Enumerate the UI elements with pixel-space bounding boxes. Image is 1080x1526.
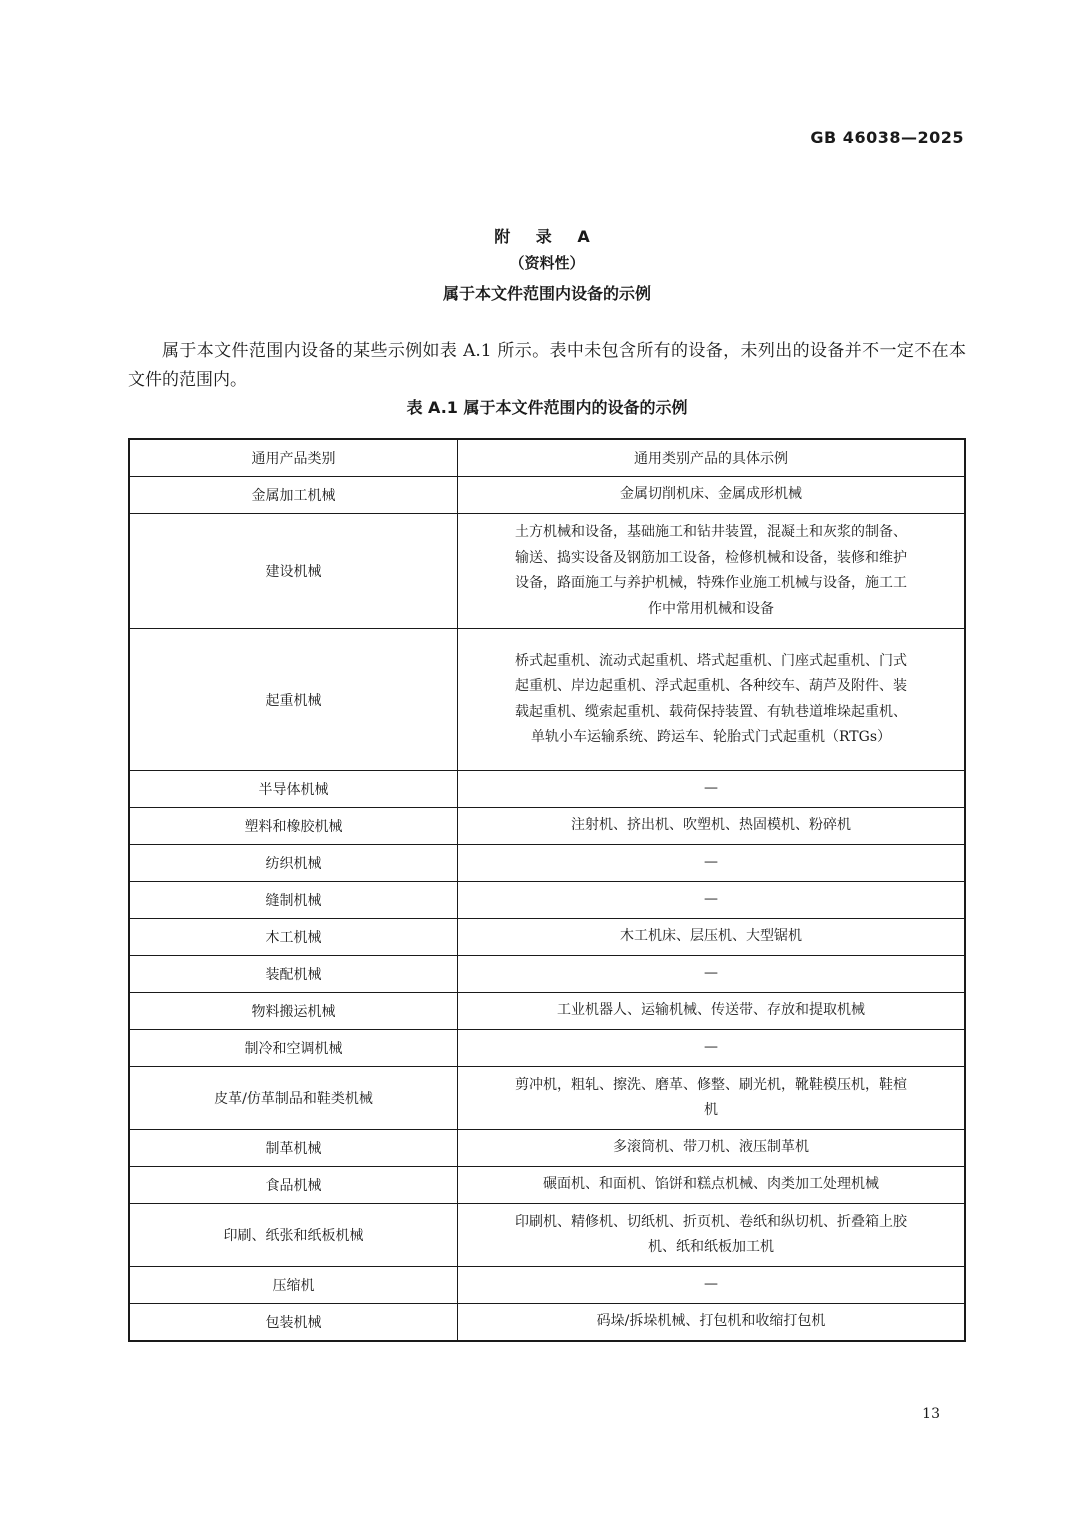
- page-number: 13: [922, 1406, 940, 1422]
- row-examples-text: 剪冲机，粗轧、擦洗、磨革、修整、刷光机，靴鞋模压机，鞋楦机: [515, 1076, 907, 1118]
- table-row: [129, 1130, 965, 1167]
- table-row: [129, 1267, 965, 1304]
- row-examples: [458, 919, 966, 956]
- table-row: [129, 919, 965, 956]
- table-row: [129, 1304, 965, 1342]
- table-caption: 表 A.1 属于本文件范围内的设备的示例: [406, 398, 688, 417]
- row-category: 装配机械: [129, 956, 458, 993]
- row-examples-text: 土方机械和设备，基础施工和钻井装置，混凝土和灰浆的制备、输送、捣实设备及钢筋加工设备，检修机械和设备，装修和维护设备，路面施工与养护机械，特殊作业施工机械与设备，施工工作中常用机械和设备: [515, 524, 907, 617]
- row-examples: [458, 1167, 966, 1204]
- row-examples-text: 木工机床、层压机、大型锯机: [620, 928, 802, 945]
- row-category: 制革机械: [129, 1130, 458, 1167]
- table-row: [129, 845, 965, 882]
- equipment-examples-table: [128, 438, 966, 1342]
- table-row: [129, 771, 965, 808]
- table-row: [129, 1067, 965, 1130]
- row-examples: [458, 845, 966, 882]
- row-examples-text: 碾面机、和面机、馅饼和糕点机械、肉类加工处理机械: [543, 1176, 879, 1193]
- table-row: [129, 1030, 965, 1067]
- annex-nature: （资料性）: [509, 254, 585, 272]
- row-examples-text: 多滚筒机、带刀机、液压制革机: [613, 1139, 809, 1156]
- table-row: [129, 477, 965, 514]
- table-row: [129, 956, 965, 993]
- row-examples: [458, 477, 966, 514]
- row-examples: [458, 1267, 966, 1304]
- row-category: 木工机械: [129, 919, 458, 956]
- row-examples: [458, 882, 966, 919]
- row-category: 印刷、纸张和纸板机械: [129, 1204, 458, 1267]
- table-row: [129, 882, 965, 919]
- row-category: 起重机械: [129, 629, 458, 771]
- row-examples-text: 码垛/拆垛机械、打包机和收缩打包机: [596, 1313, 826, 1330]
- row-examples-text: 工业机器人、运输机械、传送带、存放和提取机械: [557, 1002, 865, 1019]
- row-examples: [458, 1067, 966, 1130]
- row-examples: [458, 1304, 966, 1342]
- row-examples: [458, 956, 966, 993]
- row-examples: [458, 771, 966, 808]
- row-category: 食品机械: [129, 1167, 458, 1204]
- row-examples-text: 注射机、挤出机、吹塑机、热固模机、粉碎机: [571, 817, 851, 834]
- row-category: 压缩机: [129, 1267, 458, 1304]
- header-examples: 通用类别产品的具体示例: [458, 439, 966, 477]
- intro-paragraph: 属于本文件范围内设备的某些示例如表 A.1 所示。表中未包含所有的设备，未列出的设备并不一定不在本文件的范围内。: [128, 341, 966, 390]
- table-row: [129, 1204, 965, 1267]
- header-category: 通用产品类别: [129, 439, 458, 477]
- row-examples: [458, 514, 966, 629]
- row-examples-text: 金属切削机床、金属成形机械: [620, 486, 802, 503]
- row-category: 包装机械: [129, 1304, 458, 1342]
- row-examples: [458, 1030, 966, 1067]
- row-examples-text: —: [704, 965, 718, 982]
- table-row: [129, 993, 965, 1030]
- table-row: [129, 514, 965, 629]
- row-category: 金属加工机械: [129, 477, 458, 514]
- row-examples: [458, 1204, 966, 1267]
- table-row: [129, 1167, 965, 1204]
- row-category: 物料搬运机械: [129, 993, 458, 1030]
- table-row: [129, 629, 965, 771]
- row-category: 缝制机械: [129, 882, 458, 919]
- row-examples-text: —: [704, 1039, 718, 1056]
- row-examples-text: —: [704, 1276, 718, 1293]
- row-category: 皮革/仿革制品和鞋类机械: [129, 1067, 458, 1130]
- row-category: 纺织机械: [129, 845, 458, 882]
- table-row: [129, 808, 965, 845]
- row-category: 建设机械: [129, 514, 458, 629]
- row-examples-text: 桥式起重机、流动式起重机、塔式起重机、门座式起重机、门式起重机、岸边起重机、浮式起重机、各种绞车、葫芦及附件、装载起重机、缆索起重机、载荷保持装置、有轨巷道堆垛起重机、单轨小车运输系统、跨运车、轮胎式门式起重机（RTGs）: [515, 652, 907, 745]
- row-examples-text: —: [704, 854, 718, 871]
- row-examples-text: —: [704, 780, 718, 797]
- row-category: 塑料和橡胶机械: [129, 808, 458, 845]
- row-examples: [458, 1130, 966, 1167]
- row-category: 制冷和空调机械: [129, 1030, 458, 1067]
- row-examples: [458, 629, 966, 771]
- row-examples: [458, 808, 966, 845]
- annex-title: 附 录 A: [494, 227, 600, 246]
- table-header-row: [129, 439, 965, 477]
- row-examples-text: —: [704, 891, 718, 908]
- row-examples: [458, 993, 966, 1030]
- standard-code: GB 46038—2025: [810, 128, 964, 147]
- row-category: 半导体机械: [129, 771, 458, 808]
- annex-heading: 属于本文件范围内设备的示例: [442, 284, 651, 303]
- row-examples-text: 印刷机、精修机、切纸机、折页机、卷纸和纵切机、折叠箱上胶机、纸和纸板加工机: [515, 1213, 907, 1255]
